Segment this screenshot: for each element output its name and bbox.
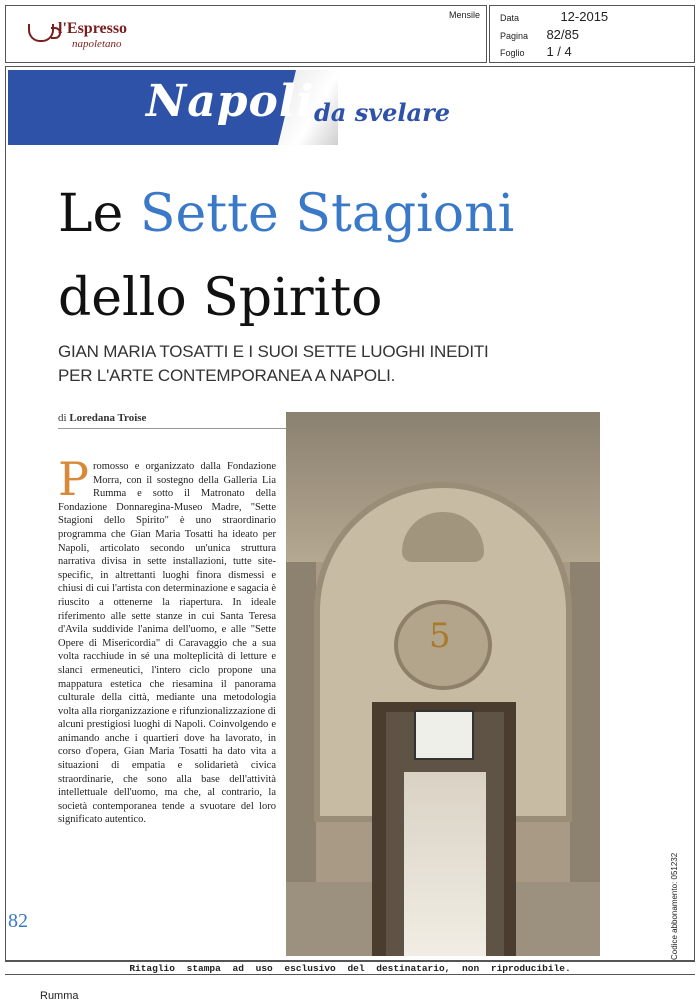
periodicity: Mensile xyxy=(448,10,480,20)
meta-value: 1 / 4 xyxy=(546,44,572,59)
byline-divider xyxy=(58,428,286,429)
meta-row-date xyxy=(500,8,608,26)
meta-key: Pagina xyxy=(500,31,529,41)
headline-le: Le xyxy=(58,184,124,244)
photo-house-number: 5 xyxy=(429,616,451,656)
publication-logo xyxy=(28,18,138,54)
header-logo-box xyxy=(5,5,487,63)
logo-line2: napoletano xyxy=(72,38,122,50)
banner-title: Napoli xyxy=(146,76,315,127)
article-subtitle xyxy=(58,340,578,388)
drop-cap: P xyxy=(58,452,89,506)
page-number: 82 xyxy=(8,910,28,932)
subtitle-line2: PER L'ARTE CONTEMPORANEA A NAPOLI. xyxy=(58,366,396,385)
coffee-cup-icon xyxy=(28,24,54,42)
header-meta-box xyxy=(489,5,695,63)
photo-wall-right xyxy=(570,562,600,882)
clipping-notice: Ritaglio stampa ad uso esclusivo del destinatario, non riproducibile. xyxy=(5,960,695,974)
photo-courtyard xyxy=(404,772,486,956)
bottom-label: Rumma xyxy=(40,990,79,1002)
meta-row-sheet xyxy=(500,43,572,61)
body-paragraph: romosso e organizzato dalla Fondazione Morra, con il sostegno della Galleria Lia Rumma e sotto il Matronato della Fondazione Donnaregina-Museo Madre, "Sette Stagioni dello Spirito" è uno straordinario programma che Gian Maria Tosatti ha ideato per Napoli, articolato secondo un'unica struttura narrativa divisa in sette installazioni, tutte site-specific, in altrettanti luoghi finora dismessi e chiusi di cui l'artista con determinazione e sagacia è riuscito a ottenerne la riapertura. In ideale riferimento alle sette stanze in cui Santa Teresa d'Avila suddivide l'anima dell'uomo, e alle "Sette Opere di Misericordia" di Caravaggio che a sua volta racchiude in sé una molteplicità di letture e slanci ermeneutici, l'intero ciclo propone una mappatura estetica che riesamina il panorama culturale della città, mediante una metodologia volta alla riorganizzazione e rifunzionalizzazione di alcuni prestigiosi luoghi di Napoli. Coinvolgendo e animando anche i quartieri dove ha lavorato, in corso d'opera, Gian Maria Tosatti ha dato vita a situazioni di empatia e solidarietà civica straordinarie, che sono alla base dell'attività intellettuale dell'uomo, ma che, al contrario, la società contemporanea tende a svuotare del loro significato autentico. xyxy=(58,461,276,826)
article-headline xyxy=(58,172,514,340)
article-body xyxy=(58,452,276,827)
section-banner xyxy=(8,70,602,145)
headline-line2: dello Spirito xyxy=(58,268,383,328)
subtitle-line1: GIAN MARIA TOSATTI E I SUOI SETTE LUOGHI INEDITI xyxy=(58,342,489,361)
subscription-code: Codice abbonamento: 051232 xyxy=(670,852,679,960)
meta-value: 82/85 xyxy=(546,27,579,42)
photo-wall-left xyxy=(286,562,316,882)
headline-highlight: Sette Stagioni xyxy=(139,184,515,244)
meta-row-page xyxy=(500,26,579,44)
meta-key: Foglio xyxy=(500,48,525,58)
author-name: Loredana Troise xyxy=(69,412,147,424)
photo-window xyxy=(414,710,474,760)
banner-subtitle: da svelare xyxy=(314,98,450,127)
footer-rule xyxy=(5,974,695,975)
byline xyxy=(58,412,146,424)
meta-key: Data xyxy=(500,13,520,23)
byline-prefix: di xyxy=(58,412,67,424)
article-photo xyxy=(286,412,600,956)
meta-value: 12-2015 xyxy=(560,9,609,24)
logo-line1: l'Espresso xyxy=(58,20,128,37)
